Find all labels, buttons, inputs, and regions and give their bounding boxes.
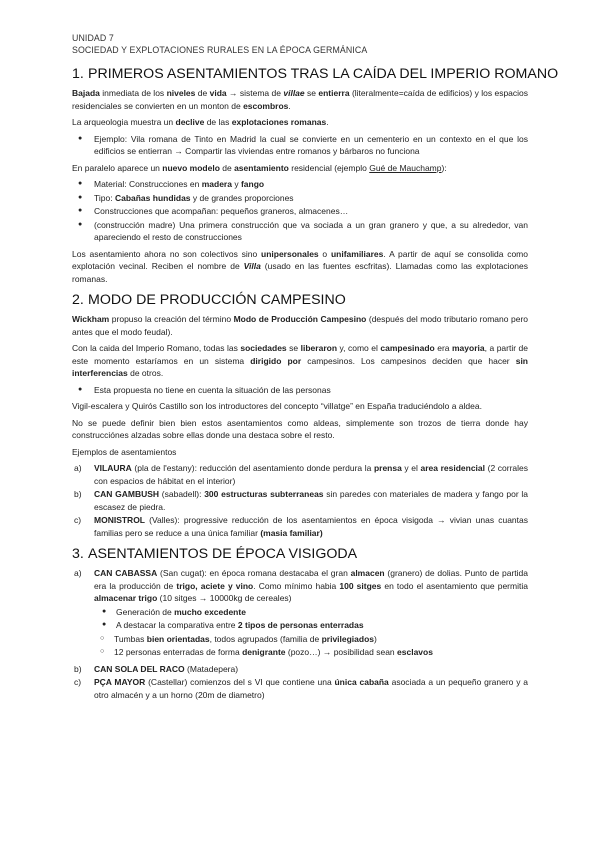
section-2-heading bbox=[72, 291, 528, 309]
paragraph: En paralelo aparece un nuevo modelo de asentamiento residencial (ejemplo Gué de Mauchamp): bbox=[72, 162, 447, 173]
section-3-heading bbox=[72, 545, 528, 563]
list-item: ● Construcciones que acompañan: pequeños graneros, almacenes… bbox=[72, 205, 528, 218]
example-link: Gué de Mauchamp bbox=[369, 162, 442, 173]
list-item: b) CAN GAMBUSH (sabadell): 300 estructuras subterraneas sin paredes con materiales de madera y fango por la escasez de piedra. bbox=[74, 489, 528, 512]
paragraph: La arqueologia muestra un declive de las explotaciones romanas. bbox=[72, 117, 329, 127]
document-page bbox=[72, 32, 559, 705]
section-title: MODO DE PRODUCCIÓN CAMPESINO bbox=[88, 292, 346, 308]
section-1-heading bbox=[72, 65, 559, 83]
list-item: c) PÇA MAYOR (Castellar) comienzos del s VI que contiene una única cabaña asociada a un pequeño granero y a otro almacén y a un horno (20m de diametro) bbox=[74, 677, 528, 700]
bullet-list bbox=[72, 384, 528, 397]
bullet-list bbox=[72, 133, 528, 158]
examples-list bbox=[72, 462, 528, 539]
bullet-list bbox=[72, 178, 528, 244]
paragraph: Los asentamiento ahora no son colectivos sino unipersonales o unifamiliares. A partir de aquí se consolida como explotación vecinal. Reciben el nombre de Villa (usado en las fuentes escfritas). Llamadas como las explotaciones romanas. bbox=[72, 248, 528, 284]
list-item: a) CAN CABASSA (San cugat): en época romana destacaba el gran almacen (granero) de dolias. Punto de partida era la producción de trigo, aciete y vino. Como mínimo habia 100 sitges en todo el asentamiento que permitia almacenar trigo (10 sitges → 10000kg de cereales) ● Generación de mucho excedente ● A destacar la comparativa entre 2 tipos de personas enterradas ○ Tumbas bien orientadas, todos agrupados (familia de privilegiados) ○ 12 personas enterradas de forma denigrante (pozo…) → posibilidad sean esclavos bbox=[72, 567, 528, 659]
list-item: ● A destacar la comparativa entre 2 tipos de personas enterradas bbox=[94, 619, 528, 632]
settlements-list bbox=[72, 567, 528, 701]
list-item: ● Generación de mucho excedente bbox=[94, 606, 528, 619]
paragraph: Con la caida del Imperio Romano, todas las sociedades se liberaron y, como el campesinado era mayoria, a partir de este momento estaríamos en un sistema dirigido por campesinos. Los campesinos deciden que hacer sin interferencias de otros. bbox=[72, 343, 529, 378]
list-item: ● Ejemplo: Vila romana de Tinto en Madrid la cual se convierte en un cementerio en un contexto en el que los edificios se entierran → Compartir las viviendas entre romanos y bárbaros no funciona bbox=[72, 133, 528, 158]
list-item: b) CAN SOLA DEL RACO (Matadepera) bbox=[74, 663, 239, 674]
sub-list bbox=[94, 606, 528, 632]
paragraph: Wickham propuso la creación del término Modo de Producción Campesino (después del modo tributario romano pero antes que el modo feudal). bbox=[72, 314, 529, 337]
unit-label: UNIDAD 7 bbox=[72, 33, 114, 43]
paragraph: Ejemplos de asentamientos bbox=[72, 446, 177, 457]
list-item: ● Material: Construcciones en madera y fango bbox=[72, 178, 528, 191]
list-item: ● (construcción madre) Una primera construcción que va sociada a un gran granero y que, a su alrededor, van apareciendo el resto de construcciones bbox=[72, 219, 528, 244]
list-item: a) VILAURA (pla de l'estany): reducción del asentamiento donde perdura la prensa y el area residencial (2 corrales con espacios de hábitat en el interior) bbox=[74, 463, 529, 486]
list-item: ○ 12 personas enterradas de forma denigrante (pozo…) → posibilidad sean esclavos bbox=[72, 646, 528, 659]
paragraph: No se puede definir bien bien estos asentamientos como aldeas, simplemente son trozos de tierra donde hay construcciónes alzadas sobre ellas donde una destaca sobre el resto. bbox=[72, 417, 528, 440]
list-item: ● Tipo: Cabañas hundidas y de grandes proporciones bbox=[72, 192, 528, 205]
document-subtitle: SOCIEDAD Y EXPLOTACIONES RURALES EN LA ÉPOCA GERMÁNICA bbox=[72, 45, 368, 55]
section-number: 1. bbox=[72, 66, 84, 82]
section-title: PRIMEROS ASENTAMIENTOS TRAS LA CAÍDA DEL IMPERIO ROMANO bbox=[88, 66, 559, 82]
sub-sub-list bbox=[72, 633, 528, 659]
paragraph: Bajada inmediata de los niveles de vida → sistema de villae se entierra (literalmente=caída de edificios) y los espacios residenciales se convierten en un monton de escombros. bbox=[72, 88, 529, 111]
section-title: ASENTAMIENTOS DE ÉPOCA VISIGODA bbox=[88, 546, 358, 562]
list-item: ● Esta propuesta no tiene en cuenta la situación de las personas bbox=[72, 384, 528, 397]
list-item: c) MONISTROL (Valles): progressive reducción de los asentamientos en época visigoda → vivian unas cuantas familias pero se reduce a una única familiar (masia familiar) bbox=[74, 515, 528, 538]
paragraph: Vigil-escalera y Quirós Castillo son los introductores del concepto “villatge” en España traduciéndolo a aldea. bbox=[72, 401, 482, 411]
list-item: ○ Tumbas bien orientadas, todos agrupados (familia de privilegiados) bbox=[72, 633, 528, 646]
section-number: 2. bbox=[72, 292, 84, 308]
section-number: 3. bbox=[72, 546, 84, 562]
